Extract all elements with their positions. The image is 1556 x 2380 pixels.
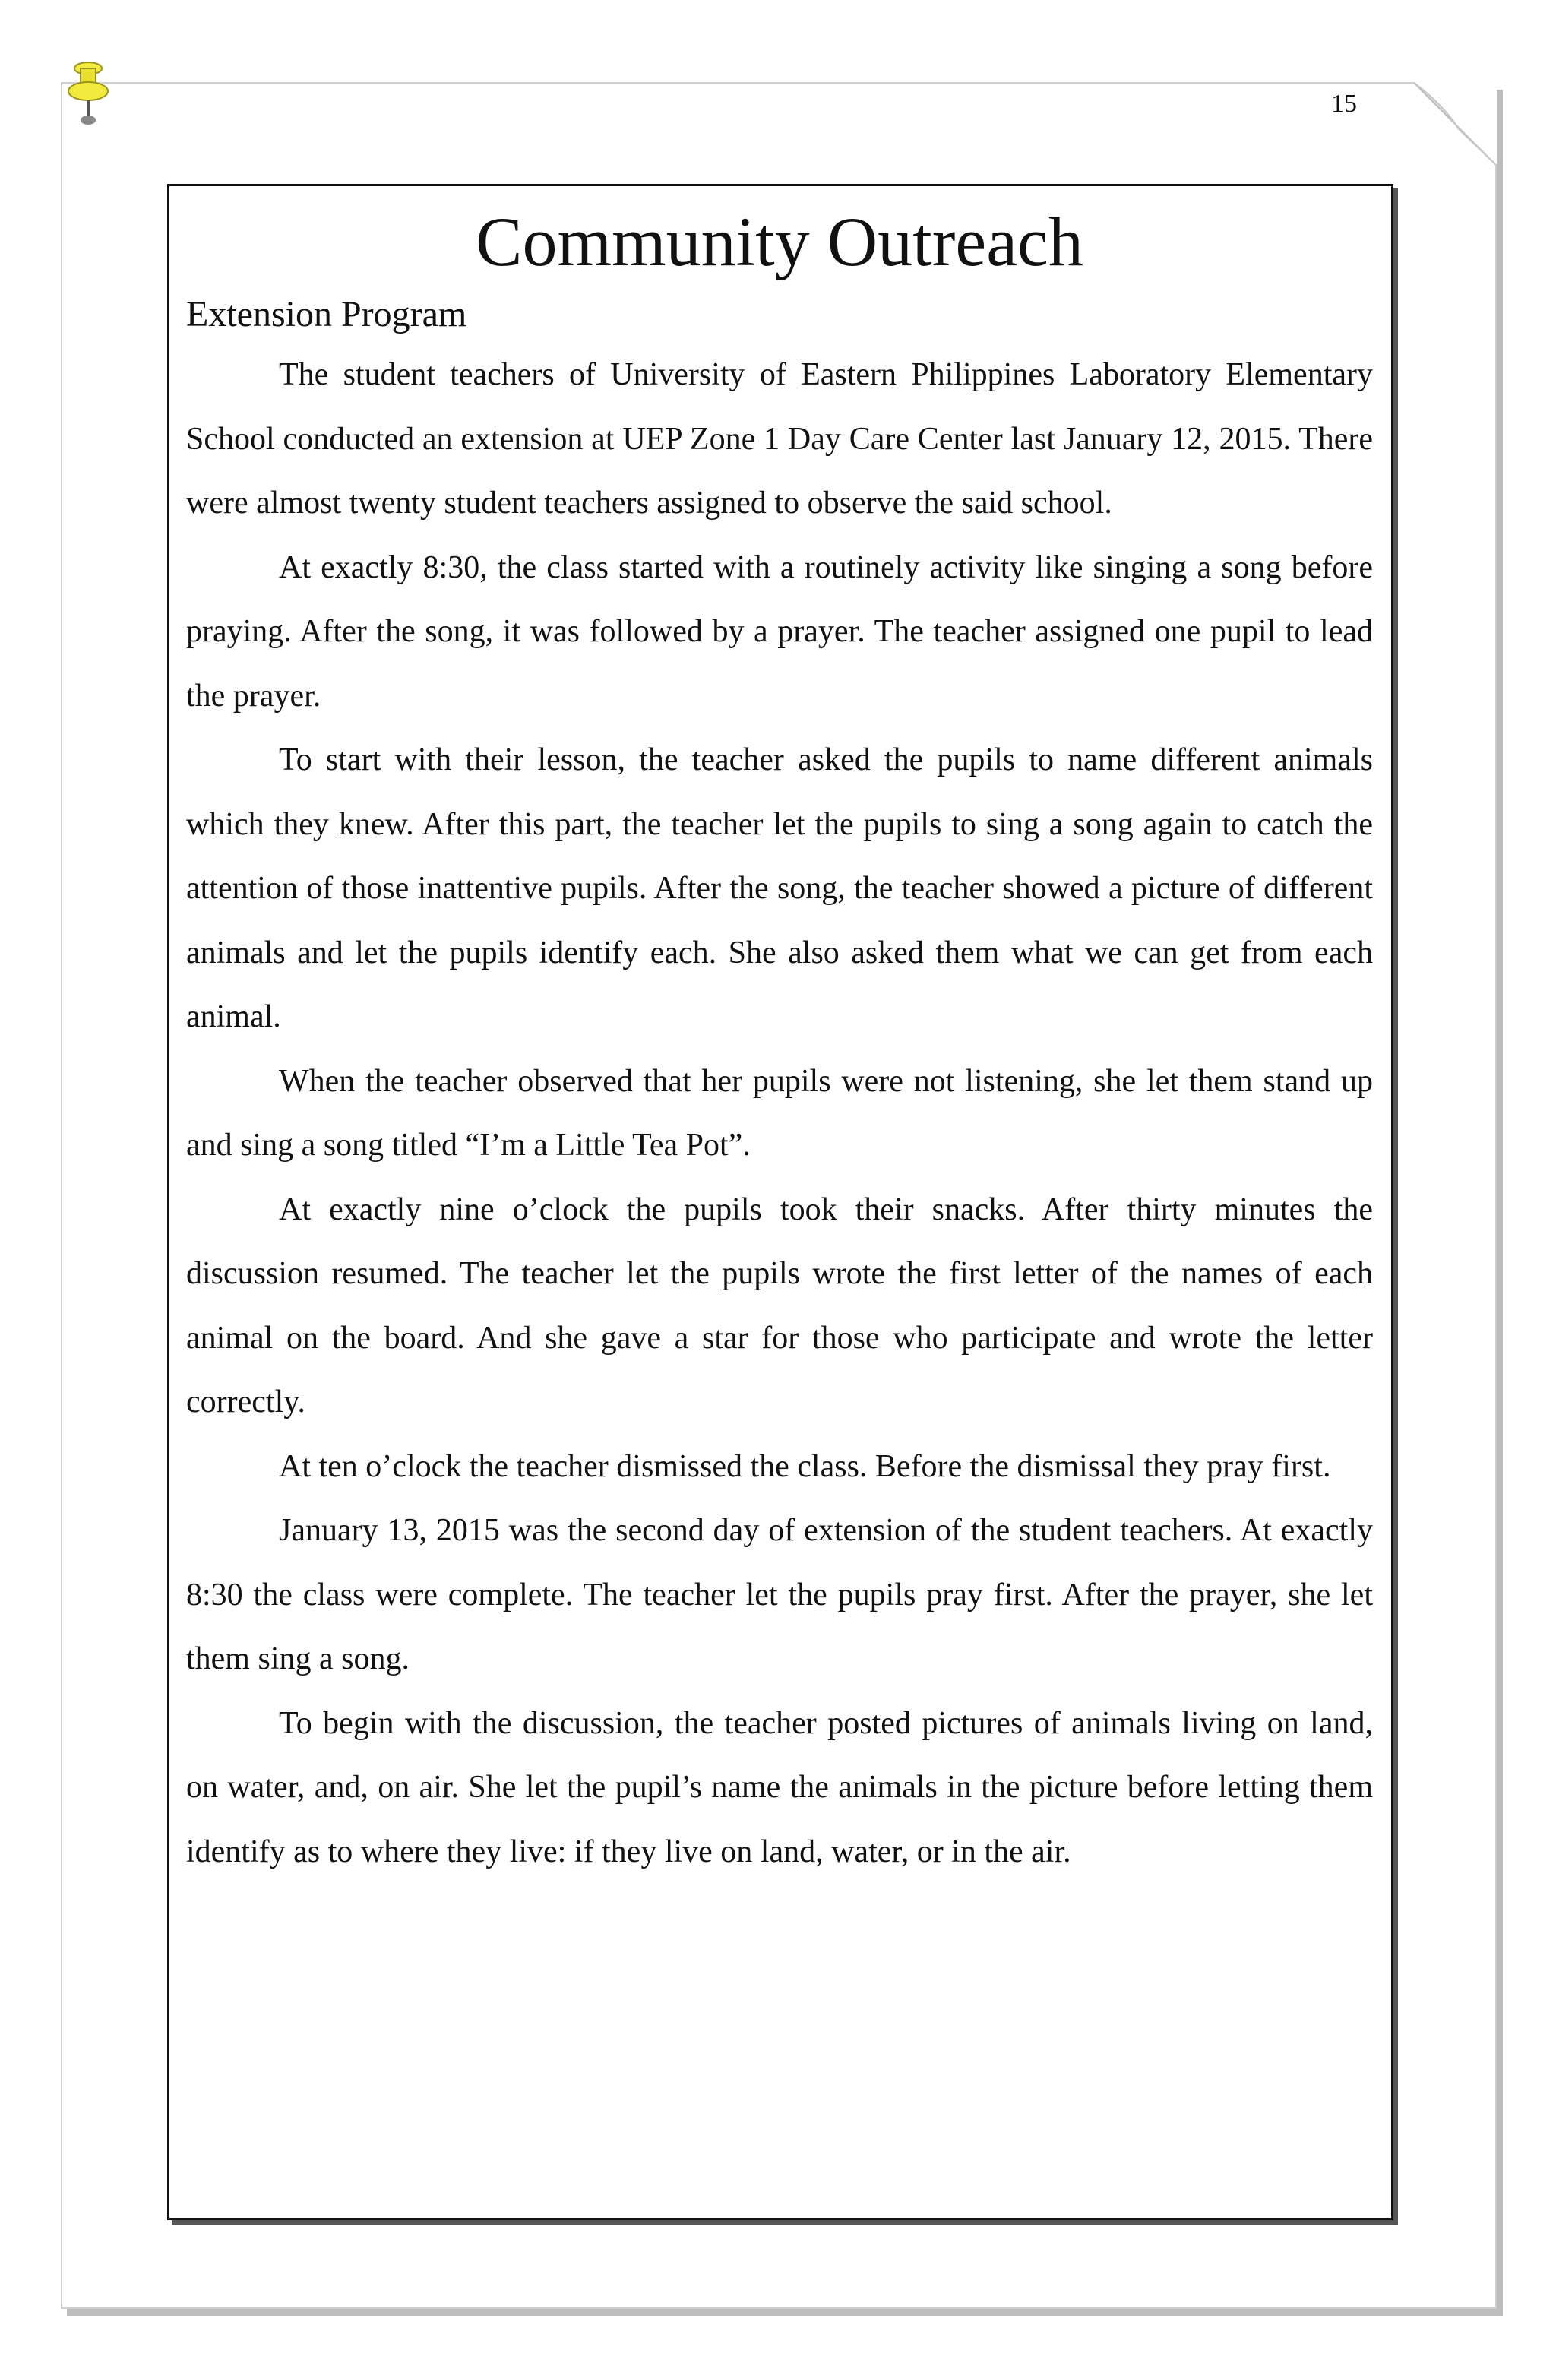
paragraph-2: At exactly 8:30, the class started with a routinely activity like singing a song before praying. After the song, it was followed by a prayer. The teacher assigned one pupil to lead the prayer.: [186, 549, 1373, 714]
page-number: 15: [1331, 90, 1357, 118]
page-curl-icon: [1413, 82, 1497, 166]
paragraph-6: At ten o’clock the teacher dismissed the class. Before the dismissal they pray first.: [279, 1448, 1331, 1484]
article-frame: [167, 184, 1393, 2220]
paragraph-7: January 13, 2015 was the second day of extension of the student teachers. At exactly 8:30 the class were complete. The teacher let the pupils pray first. After the prayer, she let them sing a song.: [186, 1513, 1373, 1676]
paragraph-5: At exactly nine o’clock the pupils took their snacks. After thirty minutes the discussion resumed. The teacher let the pupils wrote the first letter of the names of each animal on the board. And she gave a star for those who participate and wrote the letter correctly.: [186, 1192, 1373, 1419]
pushpin-icon: [65, 56, 111, 132]
paragraph-1: The student teachers of University of Eastern Philippines Laboratory Elementary School conducted an extension at UEP Zone 1 Day Care Center last January 12, 2015. There were almost twenty student teachers assigned to observe the said school.: [186, 357, 1373, 521]
section-heading: Extension Program: [186, 294, 467, 334]
paragraph-4: When the teacher observed that her pupils were not listening, she let them stand up and sing a song titled “I’m a Little Tea Pot”.: [186, 1063, 1373, 1163]
paragraph-3: To start with their lesson, the teacher asked the pupils to name different animals which they knew. After this part, the teacher let the pupils to sing a song again to catch the attention of those inattentive pupils. After the song, the teacher showed a picture of different animals and let the pupils identify each. She also asked them what we can get from each animal.: [186, 742, 1373, 1034]
page-title: Community Outreach: [476, 203, 1083, 280]
paragraph-8: To begin with the discussion, the teacher posted pictures of animals living on land, on water, and, on air. She let the pupil’s name the animals in the picture before letting them identify as to where they live: if they live on land, water, or in the air.: [186, 1705, 1373, 1869]
